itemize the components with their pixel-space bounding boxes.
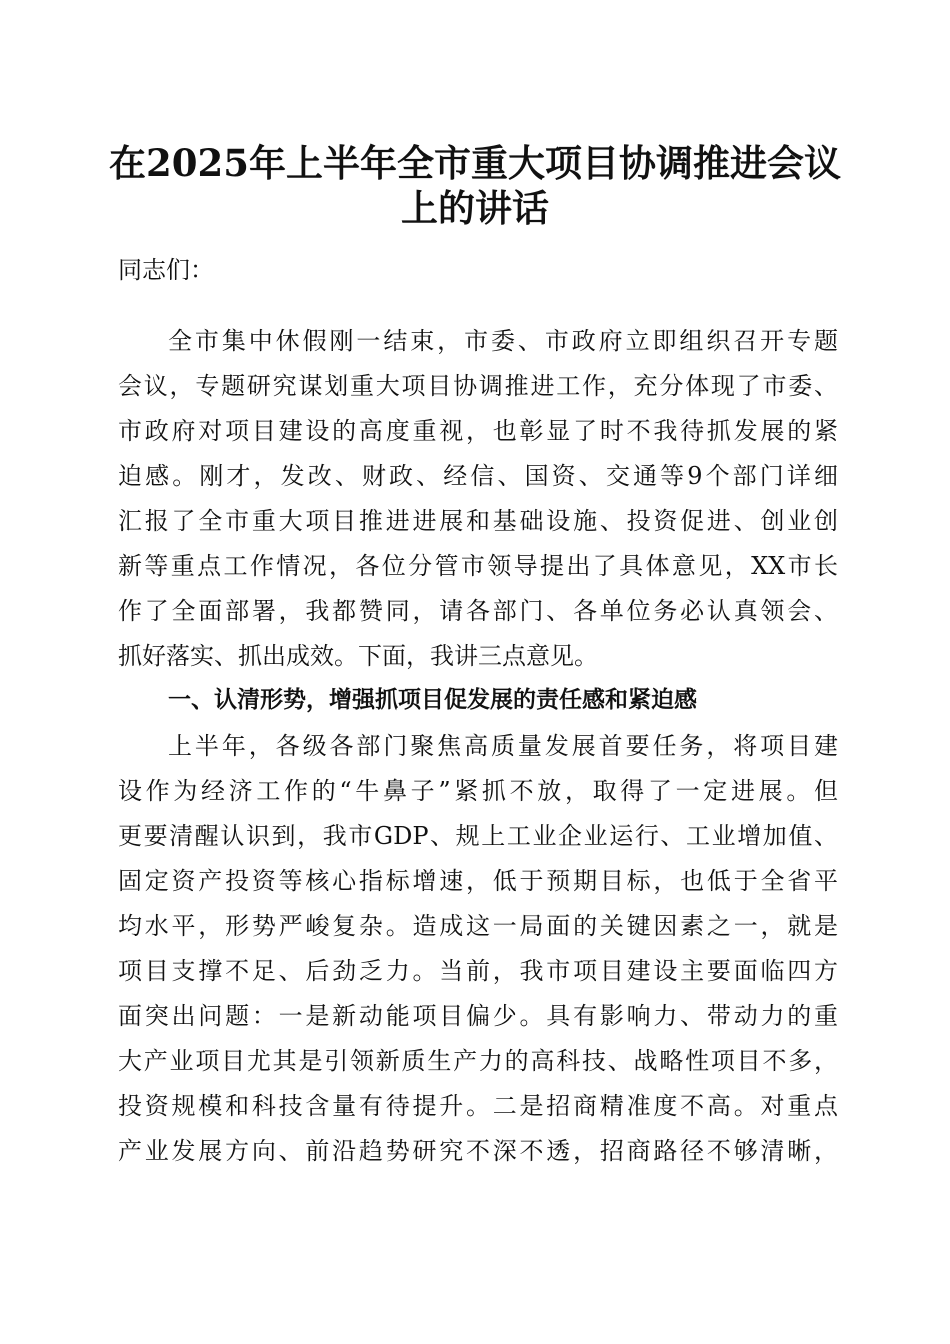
paragraph-1-line-4: 迫感。刚才，发改、财政、经信、国资、交通等9个部门详细 — [118, 462, 838, 490]
paragraph-2-line-1: 上半年，各级各部门聚焦高质量发展首要任务，将项目建 — [168, 732, 838, 760]
section-1-heading: 一、认清形势，增强抓项目促发展的责任感和紧迫感 — [168, 687, 697, 713]
paragraph-1-line-5: 汇报了全市重大项目推进进展和基础设施、投资促进、创业创 — [118, 507, 838, 535]
paragraph-1-line-1: 全市集中休假刚一结束，市委、市政府立即组织召开专题 — [168, 327, 838, 355]
paragraph-2-line-7: 面突出问题：一是新动能项目偏少。具有影响力、带动力的重 — [118, 1002, 838, 1030]
paragraph-1-line-7: 作了全面部署，我都赞同，请各部门、各单位务必认真领会、 — [118, 597, 838, 625]
document-title-line-1: 在2025年上半年全市重大项目协调推进会议 — [109, 141, 841, 185]
paragraph-1-line-2: 会议，专题研究谋划重大项目协调推进工作，充分体现了市委、 — [118, 372, 838, 400]
salutation: 同志们： — [118, 256, 214, 284]
document-title-line-2: 上的讲话 — [401, 186, 549, 230]
paragraph-2-line-4: 固定资产投资等核心指标增速，低于预期目标，也低于全省平 — [118, 867, 838, 895]
paragraph-1-line-6: 新等重点工作情况，各位分管市领导提出了具体意见，XX市长 — [118, 552, 838, 580]
paragraph-2-line-10: 产业发展方向、前沿趋势研究不深不透，招商路径不够清晰， — [118, 1137, 838, 1165]
paragraph-2-line-9: 投资规模和科技含量有待提升。二是招商精准度不高。对重点 — [118, 1092, 838, 1120]
paragraph-2-line-3: 更要清醒认识到，我市GDP、规上工业企业运行、工业增加值、 — [118, 822, 838, 850]
paragraph-2-line-8: 大产业项目尤其是引领新质生产力的高科技、战略性项目不多， — [118, 1047, 838, 1075]
paragraph-2-line-2: 设作为经济工作的“牛鼻子”紧抓不放，取得了一定进展。但 — [118, 777, 838, 805]
paragraph-1-line-8: 抓好落实、抓出成效。下面，我讲三点意见。 — [118, 642, 598, 670]
paragraph-2-line-5: 均水平，形势严峻复杂。造成这一局面的关键因素之一，就是 — [118, 912, 838, 940]
paragraph-2-line-6: 项目支撑不足、后劲乏力。当前，我市项目建设主要面临四方 — [118, 957, 838, 985]
paragraph-1-line-3: 市政府对项目建设的高度重视，也彰显了时不我待抓发展的紧 — [118, 417, 838, 445]
